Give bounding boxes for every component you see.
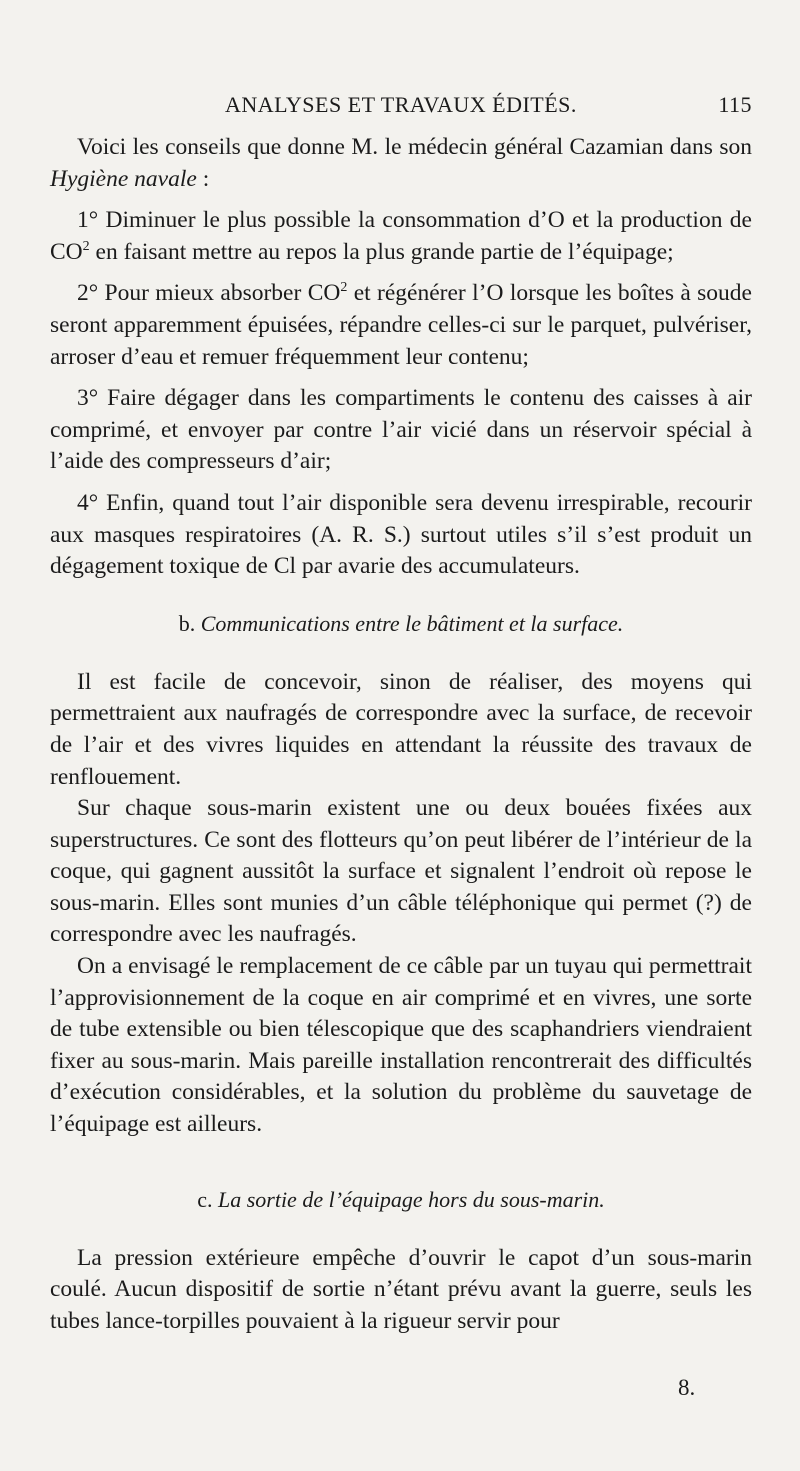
list-item-3 bbox=[50, 383, 752, 478]
intro-paragraph bbox=[50, 132, 752, 195]
list-item-2-number: 2° bbox=[77, 280, 99, 307]
list-item-2-text-a: Pour mieux absorber CO bbox=[98, 280, 341, 307]
list-item-2 bbox=[50, 278, 752, 373]
list-item-4 bbox=[50, 488, 752, 583]
list-item-3-text: Faire dégager dans les compartiments le contenu des caisses à air comprimé, et envoyer par contre l’air vicié dans un réservoir spécial à l’aide des compresseurs d’air; bbox=[50, 385, 752, 475]
intro-book-title: Hygiène navale bbox=[50, 165, 197, 192]
list-item-1-sup: 2 bbox=[82, 238, 90, 254]
list-item-2-text-b: et régénérer l’O lorsque les boîtes à soude seront apparemment épuisées, répandre celles-ci sur le parquet, pulvériser, arroser d’eau et remuer fréquemment leur contenu; bbox=[50, 280, 752, 370]
list-item-4-number: 4° bbox=[77, 489, 99, 516]
intro-colon: : bbox=[196, 165, 210, 192]
list-item-3-number: 3° bbox=[77, 385, 99, 412]
paragraph-c1: La pression extérieure empêche d’ouvrir le capot d’un sous-marin coulé. Aucun dispositif de sortie n’étant prévu avant la guerre, seuls les tubes lance-torpilles pouvaient à la rigueur servir pour bbox=[50, 1244, 752, 1334]
section-c-heading bbox=[50, 1185, 752, 1215]
list-item-1 bbox=[50, 205, 752, 268]
section-b-heading bbox=[50, 609, 752, 639]
paragraph-b1: Il est facile de concevoir, sinon de réaliser, des moyens qui permettraient aux naufragés de correspondre avec la surface, de recevoir de l’air et des vivres liquides en attendant la réussite des travaux de renflouement. bbox=[50, 668, 752, 790]
section-b-letter: b. bbox=[178, 610, 196, 636]
list-item-1-text-b: en faisant mettre au repos la plus grande partie de l’équipage; bbox=[89, 238, 674, 265]
section-c-letter: c. bbox=[197, 1186, 213, 1212]
section-b-title: Communications entre le bâtiment et la surface. bbox=[200, 610, 624, 636]
intro-text: Voici les conseils que donne M. le médecin général Cazamian dans son bbox=[77, 134, 752, 160]
list-item-2-sup: 2 bbox=[340, 280, 348, 296]
list-item-4-text: Enfin, quand tout l’air disponible sera devenu irrespirable, recourir aux masques respiratoires (A. R. S.) surtout utiles s’il s’est produit un dégagement toxique de Cl par avarie des accumulateurs. bbox=[50, 489, 752, 580]
paragraph-b3: On a envisagé le remplacement de ce câble par un tuyau qui permettrait l’approvisionnement de la coque en air comprimé et en vivres, une sorte de tube extensible ou bien télescopique que des scaphandriers viendraient fixer au sous-marin. Mais pareille installation rencontrerait des difficultés d’exécution considérables, et la solution du problème du sauvetage de l’équipage est ailleurs. bbox=[50, 953, 752, 1138]
running-title: ANALYSES ET TRAVAUX ÉDITÉS. bbox=[225, 92, 577, 117]
paragraph-b2: Sur chaque sous-marin existent une ou deux bouées fixées aux superstructures. Ce sont des flotteurs qu’on peut libérer de l’intérieur de la coque, qui gagnent aussitôt la surface et signalent l’endroit où repose le sous-marin. Elles sont munies d’un câble téléphonique qui permet (?) de correspondre avec les naufragés. bbox=[50, 795, 752, 948]
running-header bbox=[50, 92, 752, 126]
list-item-1-text-a: Diminuer le plus possible la consommation d’O et la production de CO bbox=[50, 207, 752, 265]
section-c-title: La sortie de l’équipage hors du sous-marin. bbox=[217, 1186, 605, 1212]
signature-mark: 8. bbox=[678, 1375, 696, 1400]
list-item-1-number: 1° bbox=[77, 207, 99, 234]
page-number: 115 bbox=[718, 92, 752, 117]
